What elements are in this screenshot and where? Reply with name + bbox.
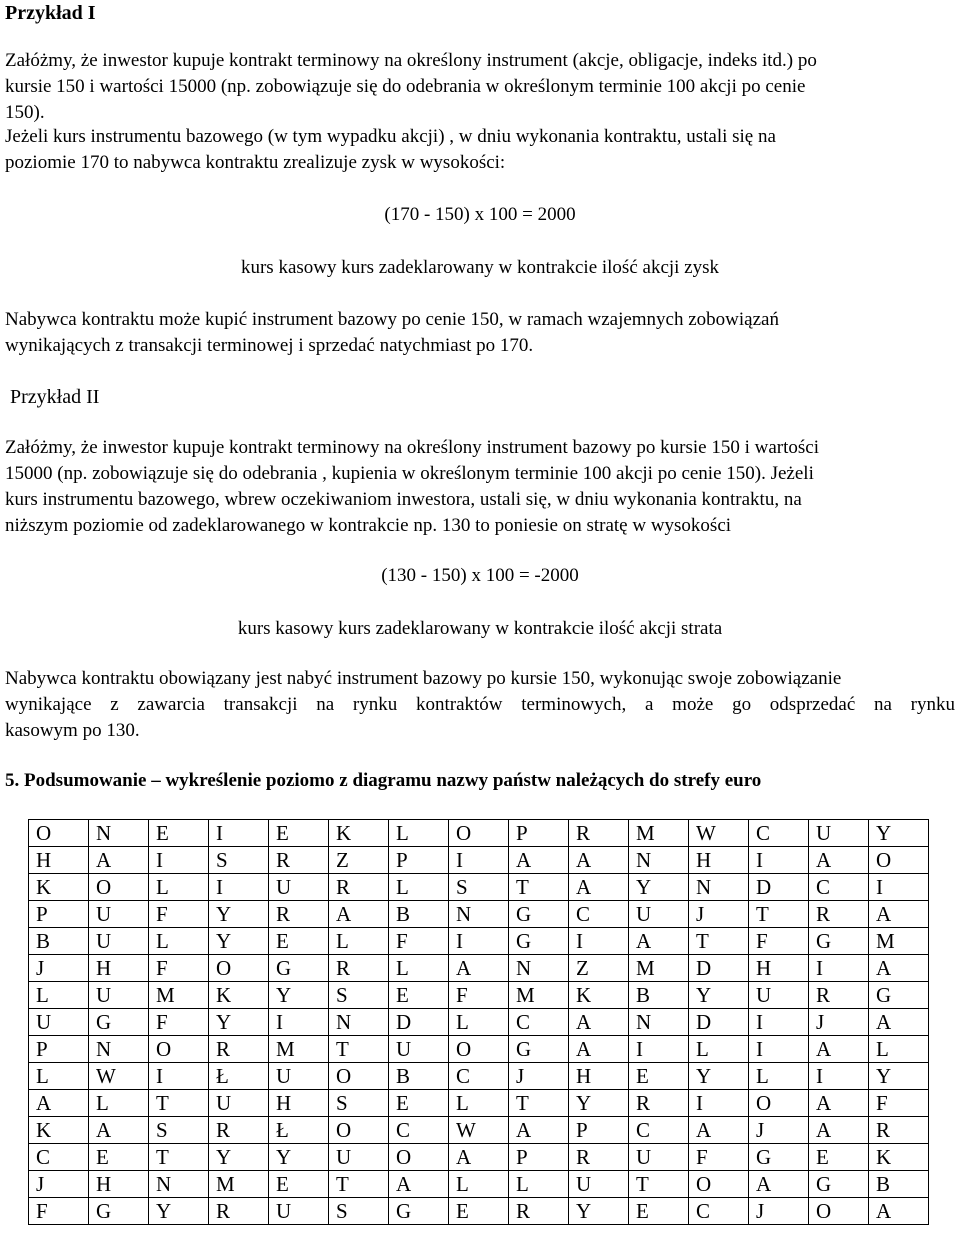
grid-cell: U: [269, 874, 329, 901]
grid-cell: U: [89, 928, 149, 955]
grid-cell: A: [809, 1036, 869, 1063]
grid-cell: A: [809, 847, 869, 874]
example-1-conclusion-paragraph: [5, 307, 955, 359]
grid-cell: G: [509, 901, 569, 928]
grid-cell: I: [869, 874, 929, 901]
grid-cell: R: [329, 955, 389, 982]
grid-cell: Y: [629, 874, 689, 901]
grid-cell: A: [629, 928, 689, 955]
grid-cell: L: [149, 928, 209, 955]
grid-cell: T: [149, 1144, 209, 1171]
grid-cell: L: [29, 982, 89, 1009]
grid-row: [29, 847, 929, 874]
grid-cell: L: [89, 1090, 149, 1117]
grid-cell: O: [209, 955, 269, 982]
grid-cell: C: [569, 901, 629, 928]
grid-cell: N: [449, 901, 509, 928]
grid-cell: E: [89, 1144, 149, 1171]
grid-cell: D: [749, 874, 809, 901]
grid-cell: K: [29, 874, 89, 901]
grid-cell: E: [449, 1198, 509, 1225]
example-2-formula: (130 - 150) x 100 = -2000: [381, 565, 579, 586]
grid-cell: W: [449, 1117, 509, 1144]
grid-cell: E: [629, 1063, 689, 1090]
grid-cell: G: [509, 1036, 569, 1063]
grid-cell: T: [749, 901, 809, 928]
grid-cell: J: [509, 1063, 569, 1090]
grid-cell: K: [29, 1117, 89, 1144]
grid-cell: Y: [209, 1144, 269, 1171]
grid-cell: A: [809, 1090, 869, 1117]
example-1-profit-paragraph: [5, 124, 955, 176]
grid-cell: A: [689, 1117, 749, 1144]
example-2-heading: Przykład II: [10, 386, 100, 408]
grid-cell: S: [149, 1117, 209, 1144]
grid-cell: Ł: [209, 1063, 269, 1090]
example-1-formula: (170 - 150) x 100 = 2000: [384, 204, 576, 225]
grid-row: [29, 1171, 929, 1198]
grid-cell: A: [809, 1117, 869, 1144]
grid-cell: A: [29, 1090, 89, 1117]
grid-cell: U: [29, 1009, 89, 1036]
grid-cell: F: [149, 955, 209, 982]
text-line: Jeżeli kurs instrumentu bazowego (w tym wypadku akcji) , w dniu wykonania kontraktu, ustali się na: [5, 126, 776, 147]
grid-cell: O: [449, 820, 509, 847]
grid-cell: I: [269, 1009, 329, 1036]
grid-row: [29, 982, 929, 1009]
grid-cell: F: [149, 1009, 209, 1036]
grid-row: [29, 901, 929, 928]
grid-cell: G: [809, 928, 869, 955]
grid-cell: O: [449, 1036, 509, 1063]
grid-cell: E: [809, 1144, 869, 1171]
grid-cell: B: [869, 1171, 929, 1198]
text-line: 15000 (np. zobowiązuje się do odebrania , kupienia w określonym terminie 100 akcji po cenie 150). Jeżeli: [5, 463, 814, 484]
section-5-heading: 5. Podsumowanie – wykreślenie poziomo z diagramu nazwy państw należących do strefy euro: [5, 770, 762, 791]
grid-cell: R: [809, 982, 869, 1009]
grid-cell: Y: [269, 982, 329, 1009]
text-line: kurs instrumentu bazowego, wbrew oczekiwaniom inwestora, ustali się, w dniu wykonania kontraktu, na: [5, 489, 802, 510]
grid-cell: A: [89, 1117, 149, 1144]
grid-cell: P: [509, 1144, 569, 1171]
grid-cell: R: [569, 820, 629, 847]
grid-cell: N: [629, 847, 689, 874]
grid-cell: H: [89, 1171, 149, 1198]
grid-cell: H: [269, 1090, 329, 1117]
grid-cell: R: [269, 847, 329, 874]
grid-cell: R: [209, 1117, 269, 1144]
grid-cell: U: [749, 982, 809, 1009]
grid-cell: E: [389, 1090, 449, 1117]
grid-cell: Z: [329, 847, 389, 874]
grid-cell: T: [509, 1090, 569, 1117]
grid-cell: M: [149, 982, 209, 1009]
grid-cell: Z: [569, 955, 629, 982]
grid-cell: N: [689, 874, 749, 901]
grid-cell: L: [449, 1009, 509, 1036]
grid-cell: L: [389, 874, 449, 901]
grid-cell: G: [809, 1171, 869, 1198]
grid-cell: M: [269, 1036, 329, 1063]
grid-cell: T: [329, 1036, 389, 1063]
text-line: kursie 150 i wartości 15000 (np. zobowiązuje się do odebrania w określonym terminie 100 akcji po cenie: [5, 76, 806, 97]
grid-cell: H: [569, 1063, 629, 1090]
grid-cell: E: [149, 820, 209, 847]
grid-cell: E: [269, 928, 329, 955]
grid-cell: A: [869, 955, 929, 982]
grid-cell: F: [389, 928, 449, 955]
example-2-formula-legend: kurs kasowy kurs zadeklarowany w kontrakcie ilość akcji strata: [237, 618, 723, 639]
grid-cell: O: [809, 1198, 869, 1225]
grid-cell: S: [329, 982, 389, 1009]
grid-cell: I: [449, 847, 509, 874]
grid-cell: P: [29, 1036, 89, 1063]
grid-cell: U: [89, 982, 149, 1009]
grid-cell: O: [149, 1036, 209, 1063]
grid-cell: N: [329, 1009, 389, 1036]
example-2-intro-paragraph: [5, 435, 955, 539]
grid-cell: K: [569, 982, 629, 1009]
grid-cell: I: [209, 874, 269, 901]
grid-cell: E: [269, 820, 329, 847]
grid-cell: W: [689, 820, 749, 847]
grid-cell: I: [149, 847, 209, 874]
grid-cell: K: [329, 820, 389, 847]
grid-cell: L: [149, 874, 209, 901]
grid-cell: L: [509, 1171, 569, 1198]
text-line: Nabywca kontraktu obowiązany jest nabyć instrument bazowy po kursie 150, wykonując swoje zobowiązanie: [5, 668, 842, 689]
grid-cell: Y: [569, 1198, 629, 1225]
grid-cell: L: [869, 1036, 929, 1063]
grid-cell: O: [689, 1171, 749, 1198]
grid-cell: I: [449, 928, 509, 955]
grid-cell: H: [689, 847, 749, 874]
grid-cell: A: [569, 1036, 629, 1063]
grid-cell: U: [629, 1144, 689, 1171]
grid-cell: R: [569, 1144, 629, 1171]
grid-cell: A: [869, 1198, 929, 1225]
grid-cell: B: [29, 928, 89, 955]
grid-cell: I: [809, 955, 869, 982]
grid-cell: U: [629, 901, 689, 928]
grid-cell: K: [869, 1144, 929, 1171]
grid-cell: R: [269, 901, 329, 928]
grid-cell: N: [149, 1171, 209, 1198]
grid-cell: B: [389, 901, 449, 928]
text-line: Nabywca kontraktu może kupić instrument bazowy po cenie 150, w ramach wzajemnych zobowiązań: [5, 309, 779, 330]
grid-cell: Y: [689, 982, 749, 1009]
grid-cell: J: [809, 1009, 869, 1036]
grid-row: [29, 928, 929, 955]
grid-cell: J: [29, 955, 89, 982]
example-1-heading: Przykład I: [5, 2, 96, 24]
grid-cell: L: [449, 1171, 509, 1198]
grid-cell: U: [209, 1090, 269, 1117]
grid-cell: T: [329, 1171, 389, 1198]
grid-cell: I: [689, 1090, 749, 1117]
grid-cell: C: [449, 1063, 509, 1090]
grid-cell: O: [389, 1144, 449, 1171]
grid-cell: W: [89, 1063, 149, 1090]
grid-cell: B: [389, 1063, 449, 1090]
grid-row: [29, 1009, 929, 1036]
grid-cell: J: [749, 1198, 809, 1225]
text-line: wynikających z transakcji terminowej i sprzedać natychmiast po 170.: [5, 335, 534, 356]
grid-cell: C: [749, 820, 809, 847]
example-1-formula-legend: kurs kasowy kurs zadeklarowany w kontrakcie ilość akcji zysk: [240, 257, 720, 278]
grid-row: [29, 955, 929, 982]
grid-cell: P: [29, 901, 89, 928]
example-1-intro-paragraph: [5, 48, 955, 126]
grid-cell: O: [869, 847, 929, 874]
grid-cell: I: [209, 820, 269, 847]
grid-cell: S: [449, 874, 509, 901]
grid-cell: L: [449, 1090, 509, 1117]
grid-cell: A: [89, 847, 149, 874]
grid-cell: R: [329, 874, 389, 901]
grid-cell: U: [269, 1198, 329, 1225]
grid-cell: R: [809, 901, 869, 928]
grid-cell: G: [269, 955, 329, 982]
grid-cell: N: [509, 955, 569, 982]
grid-cell: A: [449, 955, 509, 982]
grid-cell: I: [749, 1009, 809, 1036]
grid-cell: Y: [689, 1063, 749, 1090]
grid-row: [29, 874, 929, 901]
grid-cell: A: [389, 1171, 449, 1198]
grid-cell: Y: [209, 928, 269, 955]
grid-cell: O: [29, 820, 89, 847]
grid-cell: A: [869, 901, 929, 928]
grid-cell: R: [869, 1117, 929, 1144]
grid-cell: Y: [209, 1009, 269, 1036]
grid-cell: O: [329, 1117, 389, 1144]
grid-cell: Y: [569, 1090, 629, 1117]
grid-cell: I: [629, 1036, 689, 1063]
grid-cell: L: [749, 1063, 809, 1090]
grid-cell: I: [749, 847, 809, 874]
grid-row: [29, 1063, 929, 1090]
text-line: 150).: [5, 102, 45, 123]
grid-cell: T: [509, 874, 569, 901]
grid-cell: G: [869, 982, 929, 1009]
grid-cell: C: [809, 874, 869, 901]
grid-cell: A: [329, 901, 389, 928]
grid-cell: A: [749, 1171, 809, 1198]
grid-cell: A: [569, 847, 629, 874]
grid-cell: L: [29, 1063, 89, 1090]
grid-cell: R: [509, 1198, 569, 1225]
grid-cell: M: [629, 820, 689, 847]
text-line: niższym poziomie od zadeklarowanego w kontrakcie np. 130 to poniesie on stratę w wysokości: [5, 515, 732, 536]
grid-cell: Y: [149, 1198, 209, 1225]
grid-cell: R: [629, 1090, 689, 1117]
grid-cell: P: [509, 820, 569, 847]
example-2-conclusion-paragraph: [5, 666, 955, 744]
grid-cell: A: [509, 1117, 569, 1144]
grid-cell: G: [389, 1198, 449, 1225]
grid-cell: C: [629, 1117, 689, 1144]
grid-cell: C: [29, 1144, 89, 1171]
grid-row: [29, 1144, 929, 1171]
grid-cell: U: [569, 1171, 629, 1198]
grid-cell: K: [209, 982, 269, 1009]
grid-cell: F: [869, 1090, 929, 1117]
grid-cell: S: [209, 847, 269, 874]
grid-cell: U: [389, 1036, 449, 1063]
grid-cell: S: [329, 1090, 389, 1117]
text-line: Załóżmy, że inwestor kupuje kontrakt terminowy na określony instrument (akcje, obligacje, indeks itd.) po: [5, 50, 817, 71]
grid-cell: N: [89, 820, 149, 847]
grid-cell: Y: [869, 1063, 929, 1090]
grid-cell: A: [569, 874, 629, 901]
grid-row: [29, 1198, 929, 1225]
grid-cell: R: [209, 1036, 269, 1063]
grid-cell: I: [749, 1036, 809, 1063]
grid-cell: U: [329, 1144, 389, 1171]
grid-cell: N: [89, 1036, 149, 1063]
grid-cell: P: [569, 1117, 629, 1144]
grid-cell: D: [689, 1009, 749, 1036]
grid-cell: A: [869, 1009, 929, 1036]
grid-cell: N: [629, 1009, 689, 1036]
grid-cell: G: [509, 928, 569, 955]
grid-cell: L: [329, 928, 389, 955]
grid-cell: H: [749, 955, 809, 982]
word-search-grid: [28, 819, 929, 1225]
grid-cell: T: [149, 1090, 209, 1117]
grid-cell: G: [89, 1009, 149, 1036]
grid-cell: A: [509, 847, 569, 874]
grid-cell: E: [629, 1198, 689, 1225]
grid-cell: H: [89, 955, 149, 982]
grid-cell: T: [629, 1171, 689, 1198]
grid-cell: G: [89, 1198, 149, 1225]
grid-cell: S: [329, 1198, 389, 1225]
grid-cell: C: [689, 1198, 749, 1225]
grid-cell: J: [29, 1171, 89, 1198]
grid-cell: J: [749, 1117, 809, 1144]
grid-cell: D: [389, 1009, 449, 1036]
grid-cell: F: [29, 1198, 89, 1225]
grid-cell: F: [149, 901, 209, 928]
grid-cell: F: [449, 982, 509, 1009]
grid-row: [29, 1117, 929, 1144]
grid-cell: F: [749, 928, 809, 955]
grid-cell: Ł: [269, 1117, 329, 1144]
grid-cell: O: [89, 874, 149, 901]
grid-cell: Y: [269, 1144, 329, 1171]
grid-cell: E: [269, 1171, 329, 1198]
grid-row: [29, 1036, 929, 1063]
grid-cell: D: [689, 955, 749, 982]
grid-cell: U: [269, 1063, 329, 1090]
grid-row: [29, 820, 929, 847]
grid-cell: U: [809, 820, 869, 847]
grid-cell: M: [509, 982, 569, 1009]
grid-cell: I: [149, 1063, 209, 1090]
grid-cell: O: [749, 1090, 809, 1117]
grid-cell: C: [509, 1009, 569, 1036]
grid-cell: M: [869, 928, 929, 955]
text-line: Załóżmy, że inwestor kupuje kontrakt terminowy na określony instrument bazowy po kursie 150 i wartości: [5, 437, 819, 458]
grid-cell: L: [389, 820, 449, 847]
grid-cell: L: [689, 1036, 749, 1063]
text-line: wynikające z zawarcia transakcji na rynku kontraktów terminowych, a może go odsprzedać na rynku: [5, 694, 955, 715]
grid-cell: U: [89, 901, 149, 928]
grid-cell: M: [209, 1171, 269, 1198]
grid-cell: A: [569, 1009, 629, 1036]
grid-cell: M: [629, 955, 689, 982]
grid-cell: R: [209, 1198, 269, 1225]
grid-row: [29, 1090, 929, 1117]
grid-cell: J: [689, 901, 749, 928]
grid-cell: I: [809, 1063, 869, 1090]
grid-cell: O: [329, 1063, 389, 1090]
text-line: poziomie 170 to nabywca kontraktu zrealizuje zysk w wysokości:: [5, 152, 506, 173]
grid-cell: L: [389, 955, 449, 982]
grid-cell: H: [29, 847, 89, 874]
grid-cell: A: [449, 1144, 509, 1171]
grid-cell: E: [389, 982, 449, 1009]
grid-cell: B: [629, 982, 689, 1009]
text-line: kasowym po 130.: [5, 720, 140, 741]
grid-cell: F: [689, 1144, 749, 1171]
grid-cell: T: [689, 928, 749, 955]
grid-cell: Y: [869, 820, 929, 847]
grid-cell: I: [569, 928, 629, 955]
grid-cell: Y: [209, 901, 269, 928]
grid-cell: C: [389, 1117, 449, 1144]
grid-cell: G: [749, 1144, 809, 1171]
grid-cell: P: [389, 847, 449, 874]
